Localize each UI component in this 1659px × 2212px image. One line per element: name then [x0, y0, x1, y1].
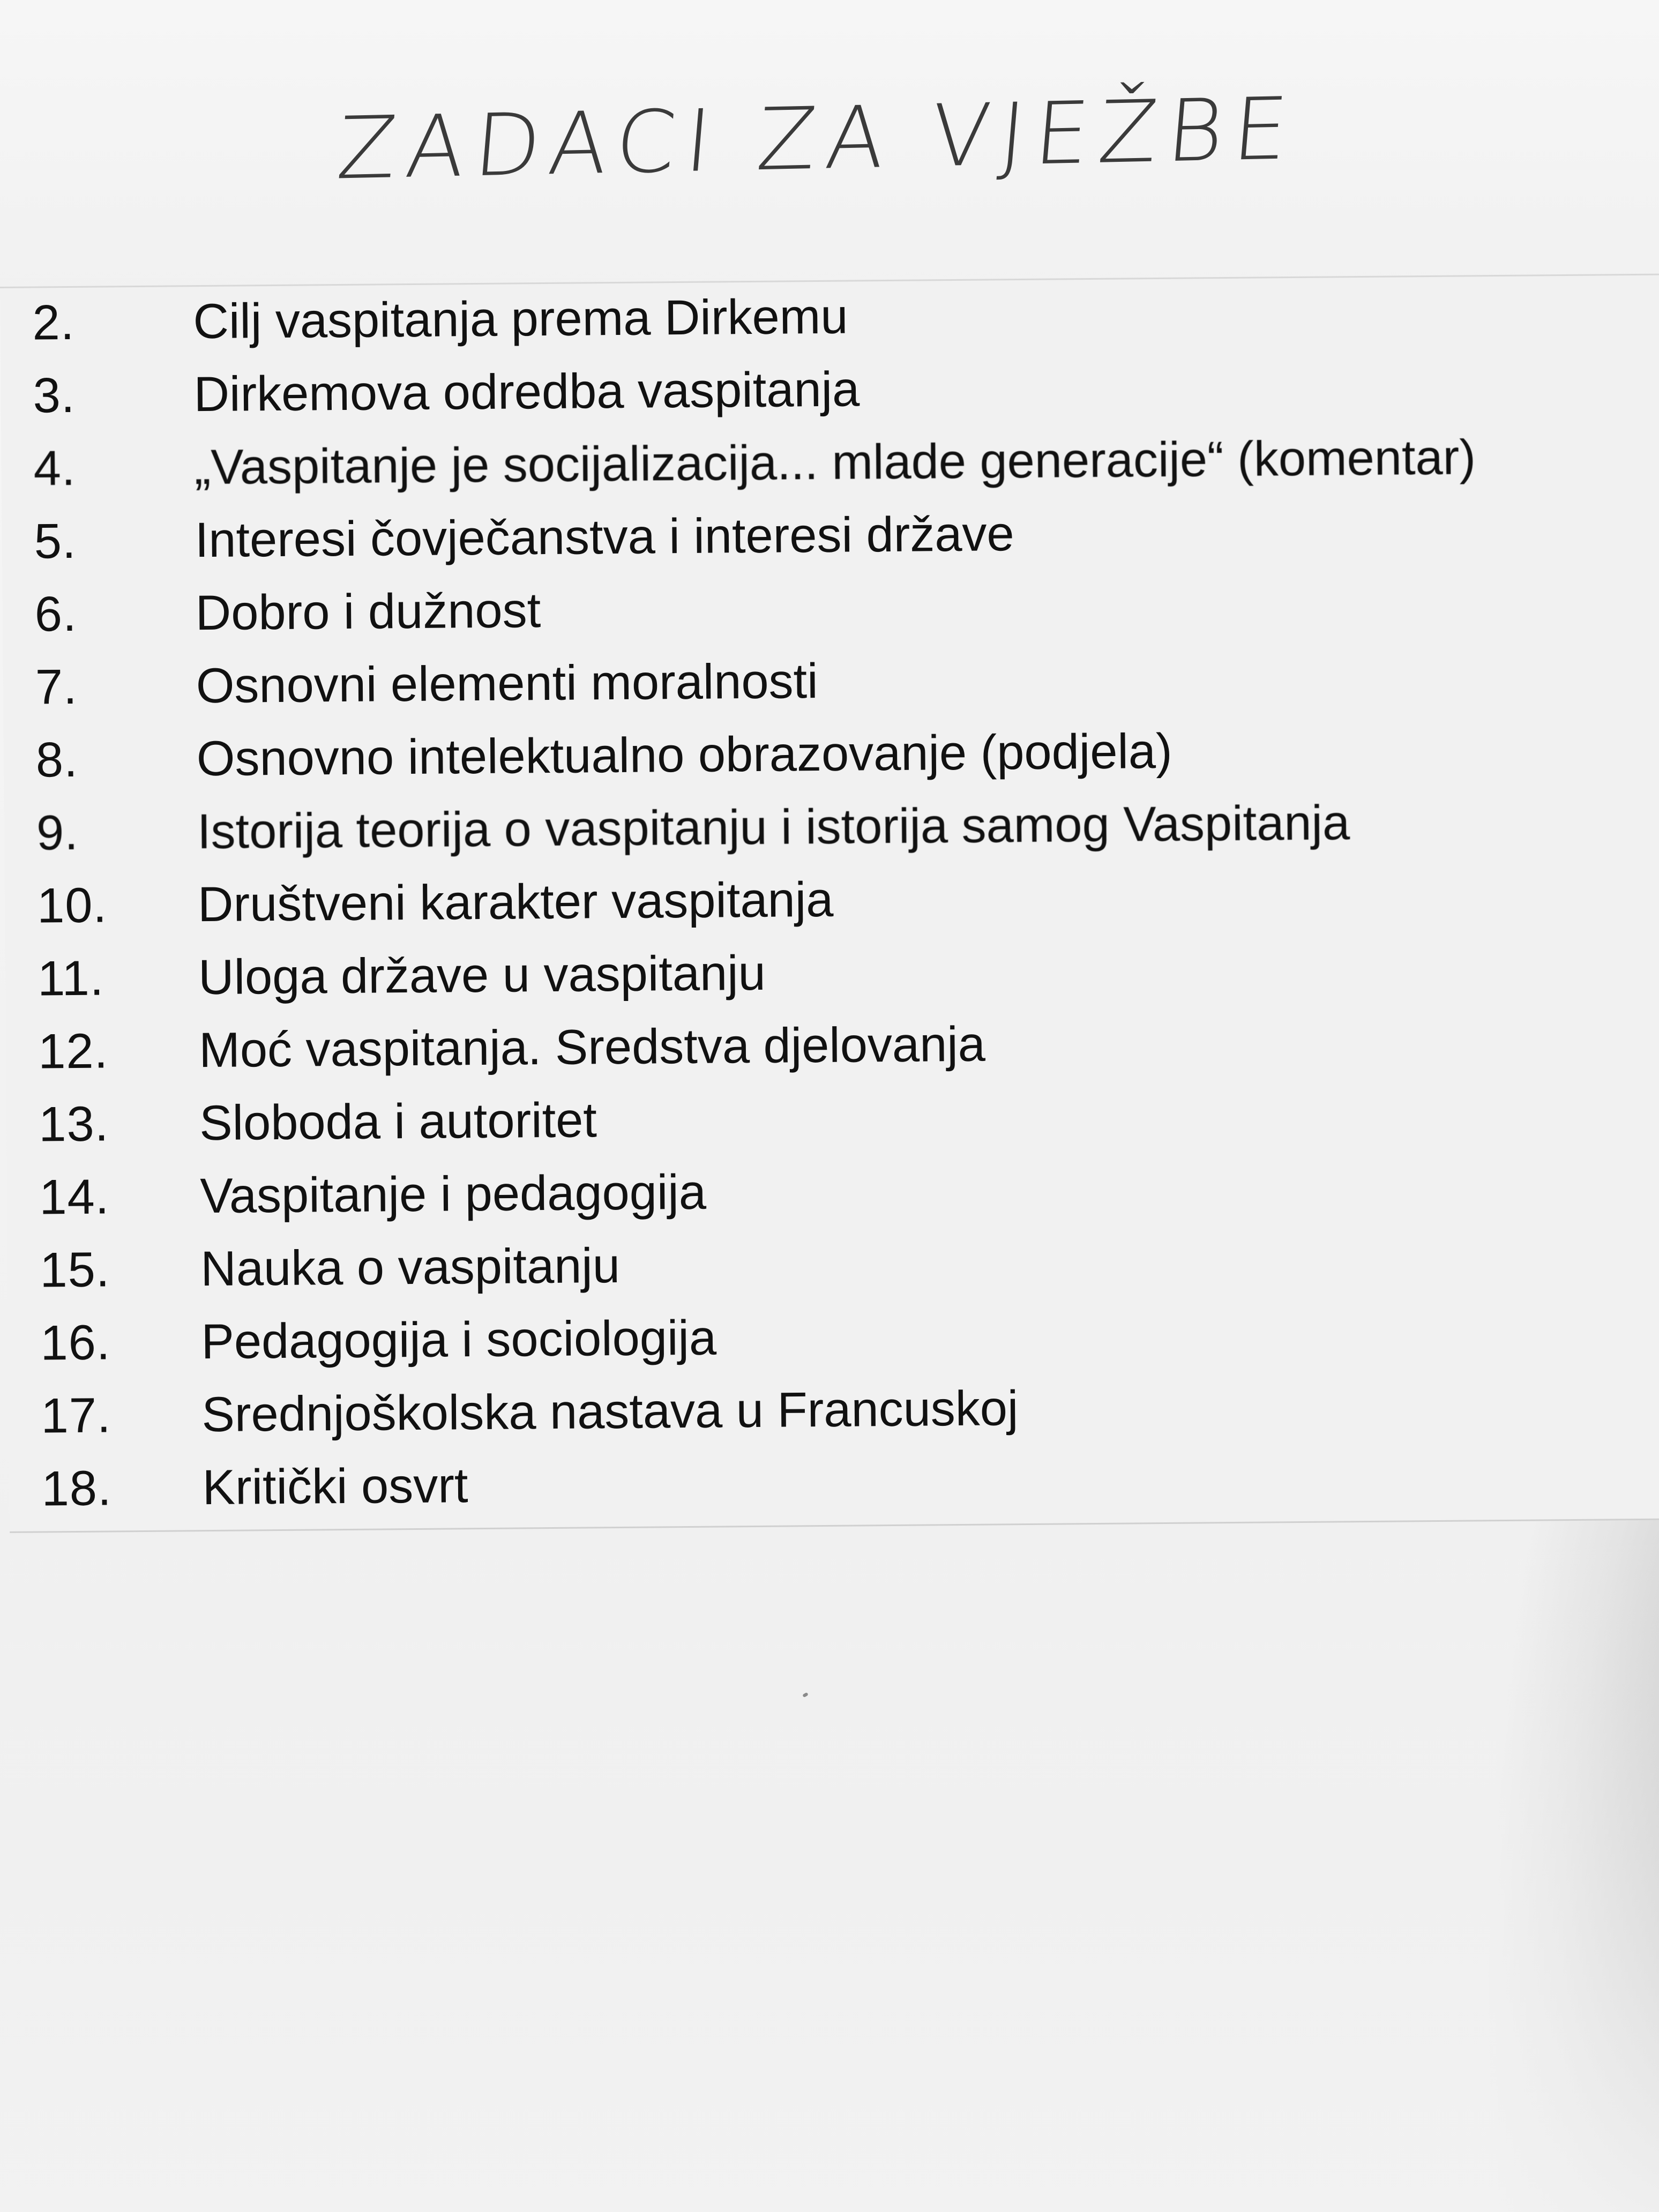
item-text: Osnovno intelektualno obrazovanje (podjela) [196, 723, 1173, 787]
blank-paper-area [0, 1533, 1659, 2212]
item-text: Uloga države u vaspitanju [198, 945, 766, 1005]
list-item [6, 1077, 1659, 1160]
item-number: 13. [38, 1096, 109, 1152]
item-text: Kritički osvrt [202, 1458, 468, 1515]
list-item [6, 1004, 1659, 1087]
list-item [9, 1369, 1659, 1451]
list-item [8, 1296, 1659, 1378]
item-number: 11. [37, 951, 104, 1006]
item-text: Moć vaspitanja. Sredstva djelovanja [198, 1017, 986, 1078]
item-number: 9. [36, 805, 79, 861]
item-number: 14. [39, 1169, 110, 1225]
handwritten-title [332, 78, 1302, 216]
list-item [7, 1150, 1659, 1232]
item-number: 3. [33, 368, 76, 423]
item-text: Dobro i dužnost [195, 583, 541, 641]
list-item [2, 567, 1659, 649]
list-item [5, 931, 1659, 1014]
item-number: 8. [35, 732, 79, 788]
handwritten-title-text: ZADACI ZA VJEŽBE [333, 78, 1302, 199]
item-number: 15. [40, 1242, 110, 1298]
list-item [4, 786, 1659, 868]
item-text: Nauka o vaspitanju [200, 1238, 621, 1297]
list-item [1, 421, 1659, 504]
item-text: Istorija teorija o vaspitanju i istorija samog Vaspitanja [197, 795, 1350, 860]
header-area [0, 0, 1659, 300]
item-number: 16. [40, 1315, 111, 1371]
list-item [5, 858, 1659, 941]
item-number: 10. [36, 878, 108, 933]
list-item [8, 1223, 1659, 1305]
item-text: Pedagogija i sociologija [201, 1310, 717, 1370]
list-item [1, 348, 1659, 431]
item-number: 6. [34, 586, 77, 642]
item-text: Osnovni elementi moralnosti [196, 654, 818, 714]
list-item [3, 640, 1659, 722]
item-text: Dirkemova odredba vaspitanja [193, 362, 860, 422]
item-number: 7. [35, 659, 78, 715]
list-item [2, 494, 1659, 577]
item-number: 2. [32, 295, 75, 350]
item-number: 5. [34, 513, 77, 569]
item-text: „Vaspitanje je socijalizacija... mlade generacije“ (komentar) [194, 430, 1476, 495]
item-text: Društveni karakter vaspitanja [197, 872, 834, 932]
topics-list [0, 274, 1659, 1533]
item-text: Interesi čovječanstva i interesi države [195, 506, 1015, 568]
list-item [9, 1441, 1659, 1524]
item-number: 17. [41, 1388, 111, 1444]
list-item [3, 713, 1659, 795]
item-text: Srednjoškolska nastava u Francuskoj [201, 1381, 1019, 1443]
item-number: 4. [33, 440, 76, 496]
item-number: 12. [38, 1023, 109, 1079]
item-text: Vaspitanje i pedagogija [199, 1164, 707, 1224]
item-text: Sloboda i autoritet [199, 1093, 597, 1151]
list-item [0, 275, 1659, 358]
item-number: 18. [41, 1461, 112, 1516]
item-text: Cilj vaspitanja prema Dirkemu [193, 289, 848, 349]
